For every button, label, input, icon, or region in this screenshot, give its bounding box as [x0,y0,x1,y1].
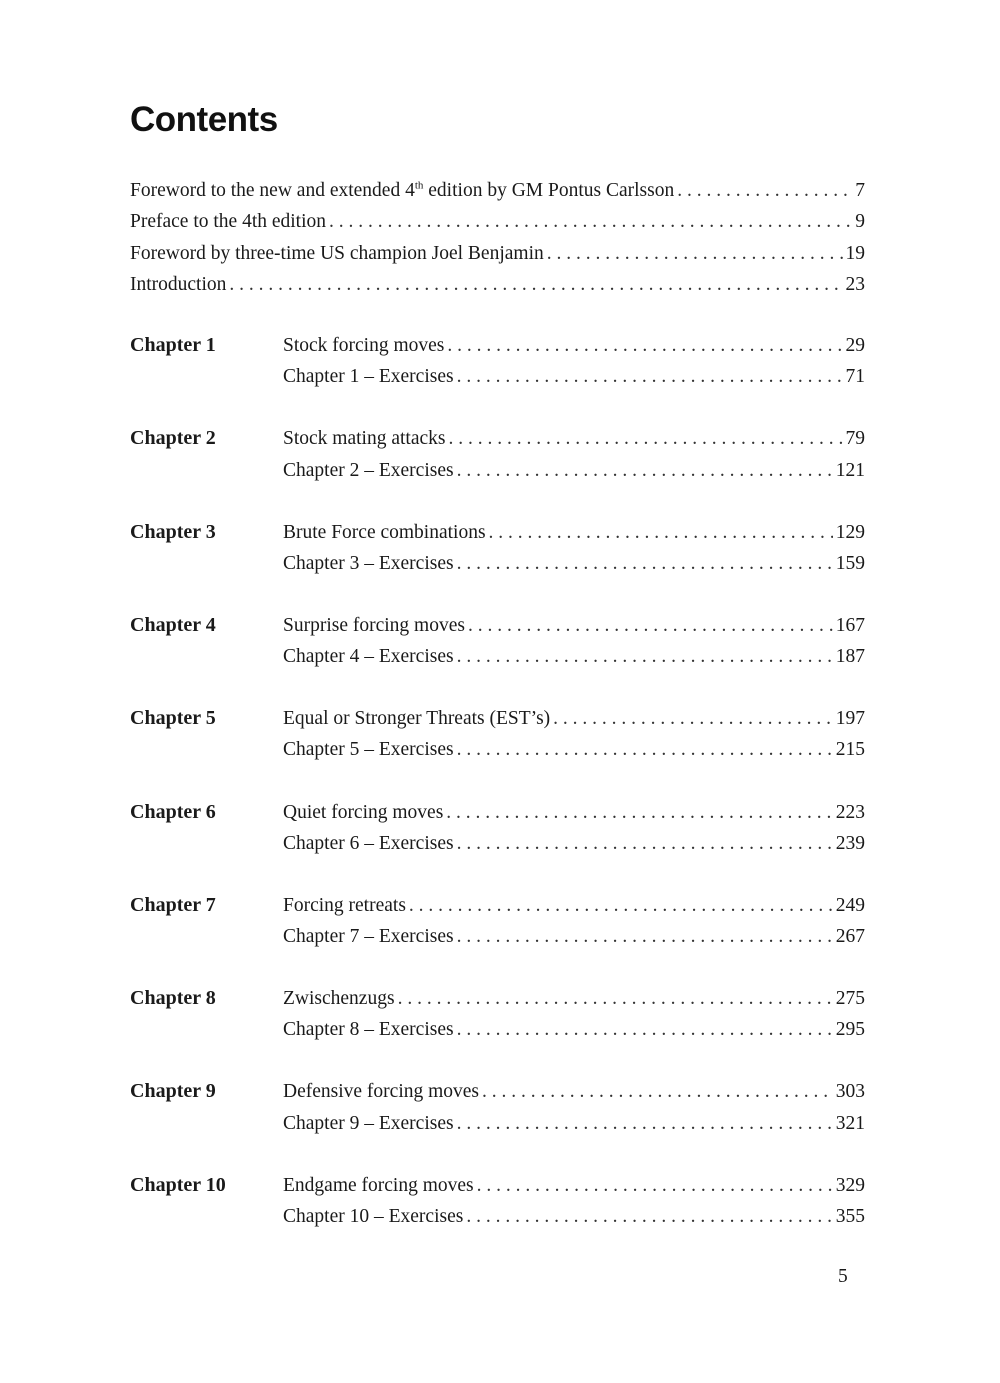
toc-entry-title: Chapter 8 – Exercises [283,1019,454,1041]
toc-entry-title: Defensive forcing moves [283,1081,480,1103]
toc-entry-title: Equal or Stronger Threats (EST’s) [283,708,551,730]
dot-leader [477,1170,833,1201]
toc-entry-title: Surprise forcing moves [283,614,465,636]
toc-entry-title: Foreword to the new and extended 4th edition by GM Pontus Carlsson [130,179,675,201]
toc-entry-page: 267 [835,926,865,948]
front-matter-list [130,175,865,300]
page-number: 5 [838,1266,848,1287]
toc-entry-chapter[interactable] [283,330,865,361]
toc-entry-chapter[interactable] [283,1076,865,1107]
chapter-label: Chapter 5 [130,707,216,730]
toc-entry-chapter[interactable] [283,797,865,828]
toc-entry-exercises[interactable] [283,361,865,392]
toc-entry-page: 249 [835,894,865,916]
toc-entry-exercises[interactable] [283,1014,865,1045]
dot-leader [457,1014,833,1045]
dot-leader [553,703,833,734]
toc-entry-title: Chapter 3 – Exercises [283,552,454,574]
toc-entry-page: 215 [835,739,865,761]
toc-entry-title: Chapter 9 – Exercises [283,1112,454,1134]
dot-leader [457,361,843,392]
toc-entry-chapter[interactable] [283,1170,865,1201]
dot-leader [466,1201,832,1232]
page-title: Contents [130,100,278,139]
toc-entry-introduction[interactable] [130,269,865,300]
toc-entry-chapter[interactable] [283,983,865,1014]
chapter-block [130,890,865,953]
chapter-entries [283,1170,865,1233]
toc-entry-chapter[interactable] [283,423,865,454]
toc-entry-page: 79 [845,428,865,450]
toc-entry-chapter[interactable] [283,517,865,548]
chapter-label: Chapter 7 [130,893,216,916]
dot-leader [457,455,833,486]
dot-leader [489,517,833,548]
toc-entry-exercises[interactable] [283,828,865,859]
toc-entry-page: 129 [835,521,865,543]
toc-entry-page: 197 [835,708,865,730]
toc-entry-exercises[interactable] [283,455,865,486]
dot-leader [482,1076,833,1107]
chapter-entries [283,703,865,766]
toc-entry-page: 23 [845,273,865,295]
chapter-entries [283,423,865,486]
toc-entry-page: 275 [835,988,865,1010]
toc-entry-title: Brute Force combinations [283,521,486,543]
toc-entry-page: 29 [845,335,865,356]
toc-entry-title: Chapter 4 – Exercises [283,646,454,668]
dot-leader [448,423,842,454]
chapter-entries [283,1076,865,1139]
chapter-label: Chapter 4 [130,613,216,636]
toc-entry-page: 71 [845,366,865,388]
toc-entry-chapter[interactable] [283,703,865,734]
dot-leader [409,890,833,921]
chapter-block [130,517,865,580]
chapter-block [130,1170,865,1233]
toc-entry-page: 295 [835,1019,865,1041]
dot-leader [457,641,833,672]
toc-entry-title: Chapter 7 – Exercises [283,926,454,948]
chapter-entries [283,517,865,580]
toc-entry-title: Zwischenzugs [283,988,395,1010]
toc-entry-title: Stock forcing moves [283,335,445,356]
chapter-block [130,423,865,486]
chapter-entries [283,610,865,673]
toc-entry-page: 303 [835,1081,865,1103]
dot-leader [547,238,843,269]
chapter-block [130,797,865,860]
toc-entry-title: Chapter 5 – Exercises [283,739,454,761]
toc-entry-page: 355 [835,1205,865,1227]
dot-leader [446,797,832,828]
chapter-entries [283,797,865,860]
dot-leader [457,828,833,859]
toc-entry-title: Endgame forcing moves [283,1174,474,1196]
toc-entry-title: Chapter 10 – Exercises [283,1205,464,1227]
chapter-block [130,1076,865,1139]
dot-leader [457,921,833,952]
toc-entry-title: Quiet forcing moves [283,801,444,823]
dot-leader [677,175,852,206]
chapter-block [130,610,865,673]
toc-entry-title: Chapter 6 – Exercises [283,832,454,854]
toc-entry-exercises[interactable] [283,921,865,952]
dot-leader [398,983,833,1014]
dot-leader [457,734,833,765]
toc-entry-page: 159 [835,552,865,574]
toc-entry-page: 223 [835,801,865,823]
toc-entry-exercises[interactable] [283,1108,865,1139]
toc-entry-page: 167 [835,614,865,636]
chapter-entries [283,330,865,393]
chapter-block [130,703,865,766]
toc-entry-foreword-benjamin[interactable] [130,238,865,269]
toc-entry-title: Chapter 1 – Exercises [283,366,454,388]
dot-leader [329,206,852,237]
toc-entry-preface[interactable] [130,206,865,237]
chapter-label: Chapter 2 [130,427,216,450]
toc-entry-chapter[interactable] [283,890,865,921]
dot-leader [457,548,833,579]
dot-leader [468,610,833,641]
toc-entry-page: 187 [835,646,865,668]
chapter-block [130,983,865,1046]
toc-entry-page: 7 [855,180,865,201]
toc-entry-title: Foreword by three-time US champion Joel Benjamin [130,242,544,264]
chapter-label: Chapter 9 [130,1080,216,1103]
toc-entry-title: Introduction [130,273,227,295]
toc-entry-exercises[interactable] [283,734,865,765]
chapter-entries [283,983,865,1046]
toc-entry-page: 121 [835,459,865,481]
toc-entry-foreword-4th-edition[interactable] [130,175,865,206]
chapter-label: Chapter 6 [130,800,216,823]
chapter-label: Chapter 10 [130,1173,226,1196]
toc-entry-page: 321 [835,1112,865,1134]
chapter-entries [283,890,865,953]
toc-entry-title: Preface to the 4th edition [130,211,327,233]
toc-entry-title: Forcing retreats [283,894,406,916]
toc-entry-page: 329 [835,1174,865,1196]
dot-leader [229,269,842,300]
toc-entry-page: 19 [845,242,865,264]
toc-entry-exercises[interactable] [283,641,865,672]
chapter-label: Chapter 1 [130,334,216,356]
toc-entry-chapter[interactable] [283,610,865,641]
toc-entry-title: Stock mating attacks [283,428,446,450]
chapter-label: Chapter 8 [130,987,216,1010]
chapter-block [130,330,865,393]
toc-entry-title: Chapter 2 – Exercises [283,459,454,481]
dot-leader [457,1108,833,1139]
toc-entry-exercises[interactable] [283,548,865,579]
dot-leader [447,330,842,361]
toc-entry-page: 239 [835,832,865,854]
chapter-label: Chapter 3 [130,520,216,543]
toc-entry-exercises[interactable] [283,1201,865,1232]
toc-entry-page: 9 [855,211,865,233]
